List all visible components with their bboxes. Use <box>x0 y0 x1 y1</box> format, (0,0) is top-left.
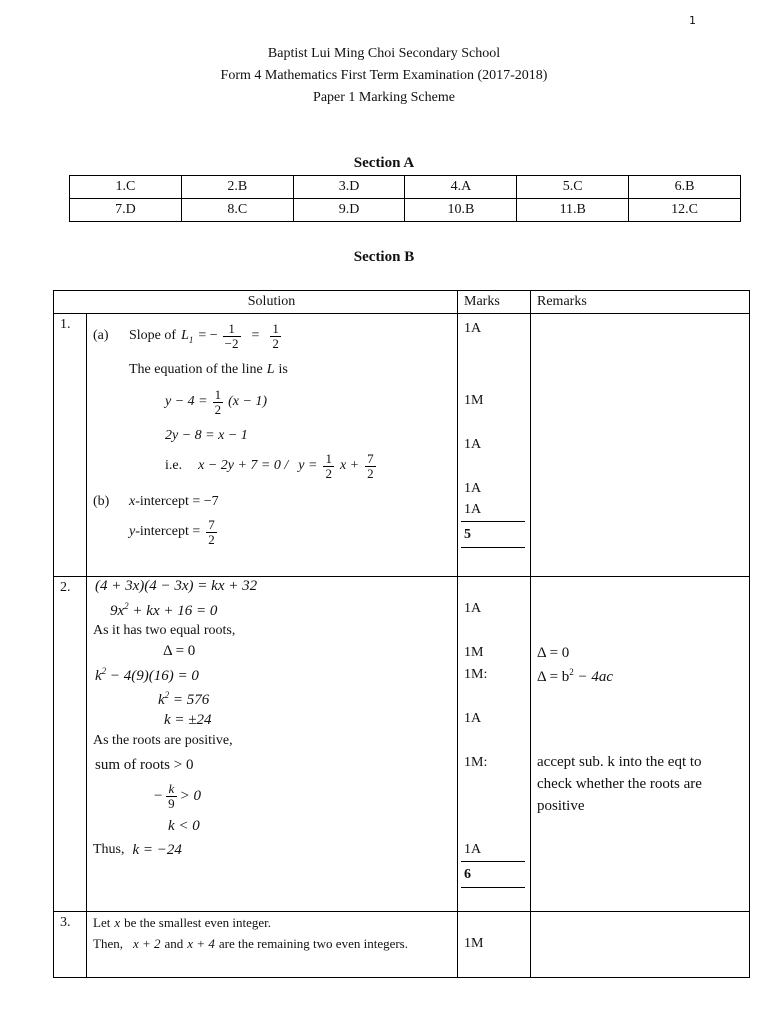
row-divider <box>53 911 750 912</box>
mark: 1A <box>464 502 482 517</box>
total-marks: 5 <box>464 527 471 542</box>
mark: 1A <box>464 601 482 616</box>
fraction: $\frac{1}{2}$ <box>214 386 222 417</box>
remarks-header: Remarks <box>537 294 587 309</box>
answer-cell: 11.B <box>517 199 629 222</box>
table-border-right <box>749 290 750 978</box>
part-a-label: (a) <box>93 328 109 343</box>
mark: 1A <box>464 321 482 336</box>
answer-cell: 6.B <box>629 176 741 199</box>
answer-cell: 9.D <box>293 199 405 222</box>
mark: 1M: <box>464 667 488 682</box>
total-marks: 6 <box>464 867 471 882</box>
answer-cell: 8.C <box>181 199 293 222</box>
row-divider <box>53 576 750 577</box>
fraction: $\frac{1}{2}$ <box>325 450 332 481</box>
answer-cell: 1.C <box>70 176 182 199</box>
section-a-title: Section A <box>353 155 415 171</box>
solution-line: sum of roots > 0 <box>95 757 194 773</box>
fraction: $\frac{1}{-2}$ <box>224 320 239 351</box>
remark: $\Delta = b^2 - 4ac$ <box>537 667 614 685</box>
total-rule-top <box>461 861 525 862</box>
paper-title: Paper 1 Marking Scheme <box>313 90 455 105</box>
answer-cell: 3.D <box>293 176 405 199</box>
question-number: 3. <box>60 915 71 930</box>
page-number: 1 <box>689 14 696 27</box>
solution-line: As the roots are positive, <box>93 733 233 748</box>
fraction: $\frac{7}{2}$ <box>208 516 215 547</box>
part-b-label: (b) <box>93 494 110 509</box>
solution-line: $9x^2$ + kx + 16 = 0 <box>110 601 218 619</box>
fraction: $\frac{1}{2}$ <box>272 320 279 351</box>
slope-line <box>129 318 281 354</box>
solution-line: As it has two equal roots, <box>93 623 236 638</box>
mark: 1A <box>464 481 482 496</box>
mark: 1M: <box>464 755 488 770</box>
total-rule-bottom <box>461 887 525 888</box>
solution-line: Thus, k = −24 <box>93 842 182 858</box>
solution-line: k = ±24 <box>164 712 212 728</box>
mark: 1M <box>464 393 484 408</box>
question-number: 2. <box>60 580 71 595</box>
equals-sign: = <box>251 328 260 343</box>
mark: 1A <box>464 842 482 857</box>
answer-cell: 2.B <box>181 176 293 199</box>
total-rule-bottom <box>461 547 525 548</box>
y-intercept: y-intercept = $\frac{7}{2}$ <box>129 516 215 547</box>
equation-step-2: 2y − 8 = x − 1 <box>165 428 248 443</box>
marks-column-divider <box>530 290 531 978</box>
slope-equals-minus: = − <box>198 328 218 343</box>
solution-header: Solution <box>247 294 296 309</box>
question-number: 1. <box>60 317 71 332</box>
answer-cell: 12.C <box>629 199 741 222</box>
solution-line: k < 0 <box>168 818 200 834</box>
school-name: Baptist Lui Ming Choi Secondary School <box>267 46 501 61</box>
exam-title: Form 4 Mathematics First Term Examination (2017-2018) <box>220 68 548 83</box>
mark: 1A <box>464 711 482 726</box>
equation-step-3: i.e. x − 2y + 7 = 0 / y = $\frac{1}{2}$ x + $\frac{7}{2}$ <box>165 450 374 481</box>
mark: 1A <box>464 437 482 452</box>
table-row <box>70 199 741 222</box>
answer-cell: 7.D <box>70 199 182 222</box>
solution-line: $k^2 = 576$ <box>158 690 210 708</box>
mark: 1M <box>464 645 484 660</box>
remark: accept sub. k into the eqt to <box>537 754 702 770</box>
answer-cell: 5.C <box>517 176 629 199</box>
answer-cell: 4.A <box>405 176 517 199</box>
remark: Δ = 0 <box>537 645 570 661</box>
remark: check whether the roots are <box>537 776 702 792</box>
equation-intro: The equation of the line L is <box>129 362 288 377</box>
table-row <box>70 176 741 199</box>
table-border-bottom <box>53 977 750 978</box>
fraction: $\frac{k}{9}$ <box>168 780 175 811</box>
answer-cell: 10.B <box>405 199 517 222</box>
marks-header: Marks <box>464 294 500 309</box>
mark: 1M <box>464 936 484 951</box>
x-intercept: x-intercept = −7 <box>129 494 219 509</box>
section-b-title: Section B <box>353 249 415 265</box>
total-rule-top <box>461 521 525 522</box>
solution-column-divider <box>457 290 458 978</box>
slope-variable: $L_1$ <box>181 327 194 345</box>
solution-line: $k^2 - 4(9)(16) = 0$ <box>95 666 199 684</box>
solution-line: Δ = 0 <box>163 643 196 659</box>
equation-step-1: y − 4 = $\frac{1}{2}$ (x − 1) <box>165 386 268 417</box>
slope-text: Slope of <box>129 328 177 343</box>
number-column-divider <box>86 313 87 978</box>
remark: positive <box>537 798 585 814</box>
section-a-answer-table <box>69 175 741 222</box>
solution-line: Then, x + 2 and x + 4 are the remaining two even integers. <box>93 936 408 951</box>
table-header-divider <box>53 313 750 314</box>
solution-line: Let x be the smallest even integer. <box>93 915 272 930</box>
table-border-left <box>53 290 54 978</box>
solution-line: − $\frac{k}{9}$ > 0 <box>153 780 201 811</box>
solution-line: (4 + 3x)(4 − 3x) = kx + 32 <box>95 578 258 594</box>
fraction: $\frac{7}{2}$ <box>367 450 374 481</box>
table-border-top <box>53 290 750 291</box>
